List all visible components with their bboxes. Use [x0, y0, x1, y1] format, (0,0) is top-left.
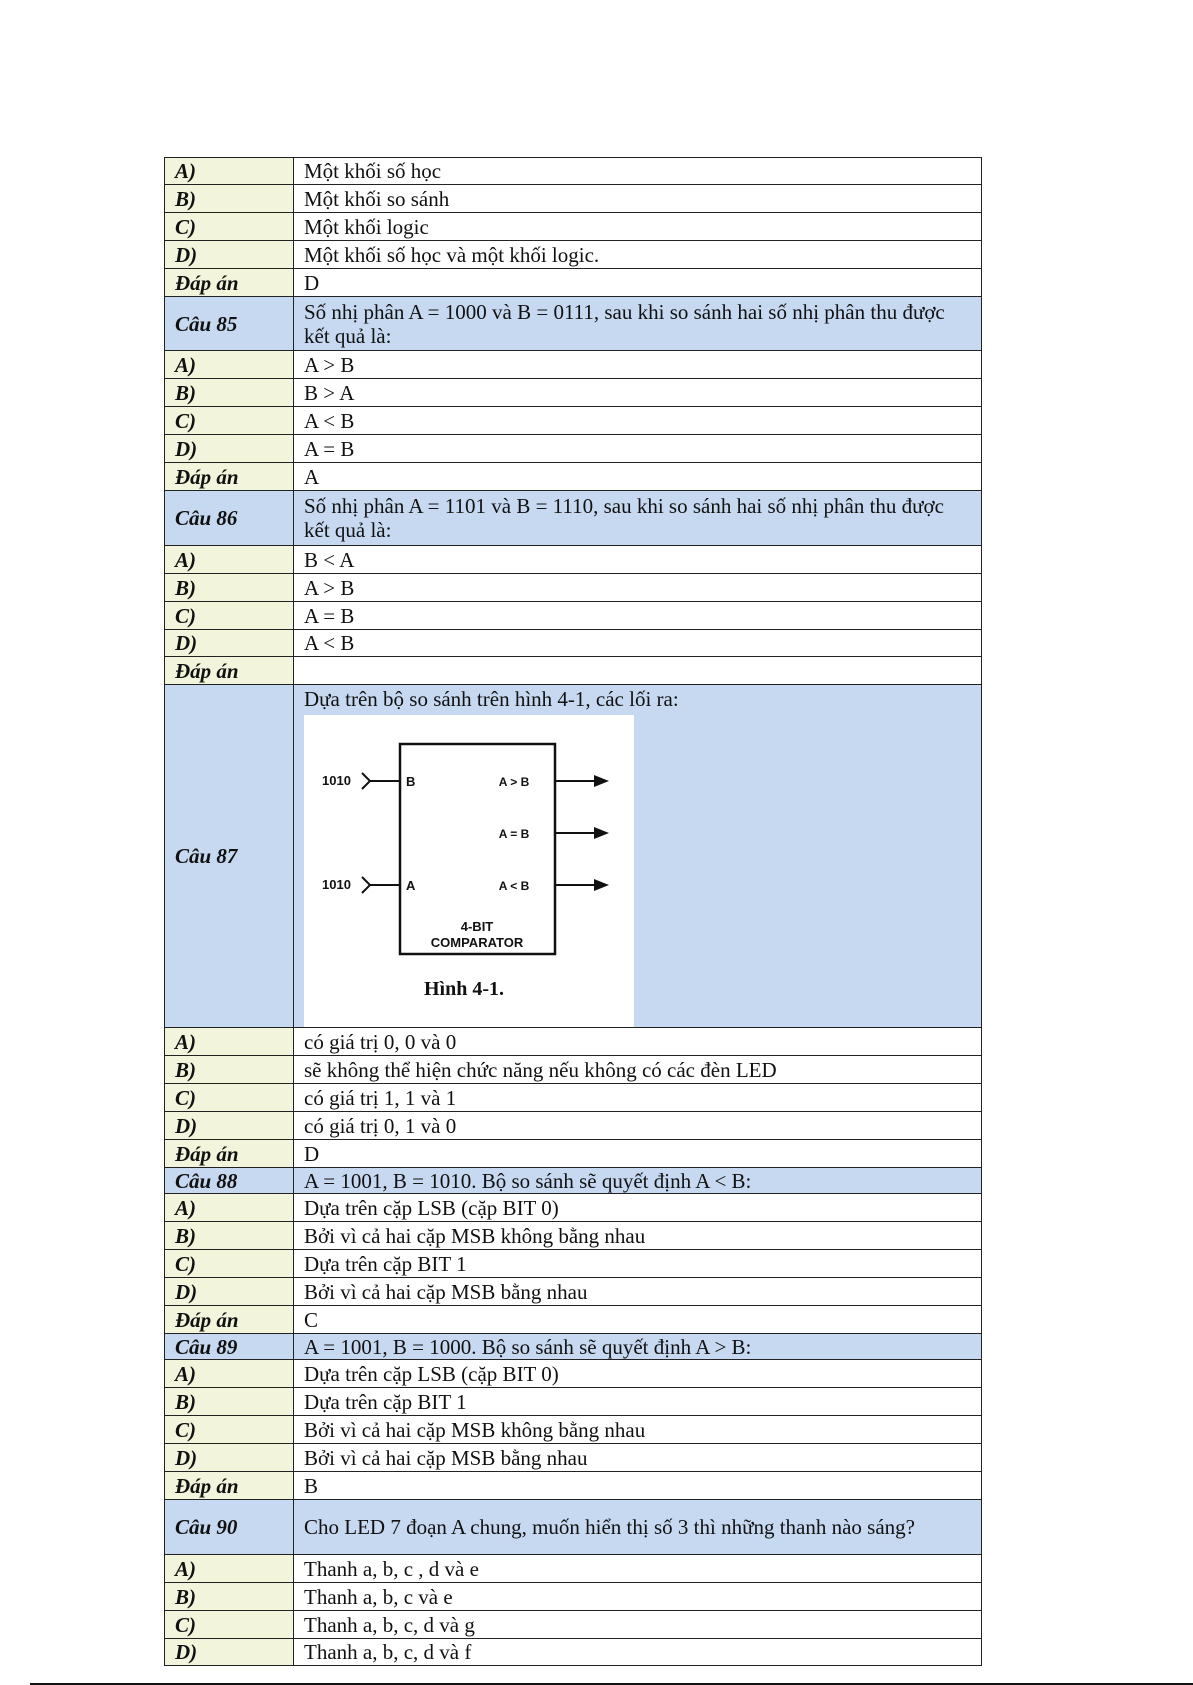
output-lt-arrow: [594, 879, 609, 891]
row-label: Đáp án: [165, 1472, 294, 1500]
box-line1: 4-BIT: [460, 919, 494, 934]
option-row: [165, 1444, 982, 1472]
answer-text: D: [294, 1140, 982, 1168]
option-row: [165, 1194, 982, 1222]
option-text: Bởi vì cả hai cặp MSB không bằng nhau: [294, 1222, 982, 1250]
output-gt-arrow: [594, 775, 609, 787]
option-text: Một khối số học và một khối logic.: [294, 241, 982, 269]
option-text: Dựa trên cặp LSB (cặp BIT 0): [294, 1194, 982, 1222]
question-text: Cho LED 7 đoạn A chung, muốn hiển thị số 3 thì những thanh nào sáng?: [294, 1500, 982, 1555]
question-text: A = 1001, B = 1010. Bộ so sánh sẽ quyết định A < B:: [294, 1168, 982, 1194]
row-label: Đáp án: [165, 269, 294, 297]
option-row: [165, 1028, 982, 1056]
option-row: [165, 351, 982, 379]
option-text: A < B: [294, 630, 982, 657]
answer-text: A: [294, 463, 982, 491]
answer-row: [165, 1140, 982, 1168]
comparator-figure: [304, 715, 634, 1027]
row-label: C): [165, 1250, 294, 1278]
option-row: [165, 185, 982, 213]
answer-row: [165, 269, 982, 297]
row-label: B): [165, 1583, 294, 1611]
option-text: A = B: [294, 602, 982, 630]
answer-row: [165, 1472, 982, 1500]
row-label: D): [165, 1444, 294, 1472]
option-row: [165, 1112, 982, 1140]
row-label: Đáp án: [165, 1140, 294, 1168]
option-row: [165, 1611, 982, 1639]
question-row: [165, 685, 982, 1028]
question-table: [164, 157, 982, 1666]
row-label: B): [165, 574, 294, 602]
option-text: A > B: [294, 574, 982, 602]
option-row: [165, 379, 982, 407]
option-text: Một khối logic: [294, 213, 982, 241]
option-row: [165, 1388, 982, 1416]
option-row: [165, 1583, 982, 1611]
option-row: [165, 1639, 982, 1666]
question-text: Số nhị phân A = 1101 và B = 1110, sau khi so sánh hai số nhị phân thu được kết quả là:: [294, 491, 982, 546]
row-label: A): [165, 1028, 294, 1056]
row-label: A): [165, 1194, 294, 1222]
option-text: có giá trị 1, 1 và 1: [294, 1084, 982, 1112]
pin-b-label: B: [406, 774, 416, 789]
figure-caption: Hình 4-1.: [423, 978, 505, 1000]
option-text: Thanh a, b, c và e: [294, 1583, 982, 1611]
row-label: A): [165, 158, 294, 185]
option-row: [165, 213, 982, 241]
output-gt-label: A > B: [498, 775, 530, 789]
answer-text: [294, 657, 982, 685]
option-row: [165, 1250, 982, 1278]
row-label: Câu 90: [165, 1500, 294, 1555]
question-text: Dựa trên bộ so sánh trên hình 4-1, các lối ra:: [304, 687, 679, 711]
option-text: Thanh a, b, c , d và e: [294, 1555, 982, 1583]
row-label: Đáp án: [165, 657, 294, 685]
option-text: có giá trị 0, 1 và 0: [294, 1112, 982, 1140]
row-label: Đáp án: [165, 1306, 294, 1334]
option-row: [165, 630, 982, 657]
row-label: Câu 88: [165, 1168, 294, 1194]
row-label: A): [165, 1360, 294, 1388]
row-label: B): [165, 1388, 294, 1416]
answer-text: B: [294, 1472, 982, 1500]
option-row: [165, 1222, 982, 1250]
option-row: [165, 1416, 982, 1444]
row-label: Câu 89: [165, 1334, 294, 1360]
question-row: [165, 1168, 982, 1194]
option-row: [165, 602, 982, 630]
row-label: B): [165, 1056, 294, 1084]
row-label: B): [165, 185, 294, 213]
question-row: [165, 297, 982, 351]
row-label: C): [165, 1084, 294, 1112]
option-text: B < A: [294, 546, 982, 574]
question-text: A = 1001, B = 1000. Bộ so sánh sẽ quyết định A > B:: [294, 1334, 982, 1360]
option-row: [165, 158, 982, 185]
question-row: [165, 1500, 982, 1555]
row-label: D): [165, 630, 294, 657]
row-label: C): [165, 602, 294, 630]
box-line2: COMPARATOR: [430, 935, 524, 950]
option-text: Thanh a, b, c, d và g: [294, 1611, 982, 1639]
row-label: C): [165, 213, 294, 241]
option-row: [165, 1360, 982, 1388]
question-text: Số nhị phân A = 1000 và B = 0111, sau khi so sánh hai số nhị phân thu được kết quả là:: [294, 297, 982, 351]
row-label: B): [165, 1222, 294, 1250]
option-text: Dựa trên cặp BIT 1: [294, 1250, 982, 1278]
input-b-value: 1010: [322, 773, 351, 788]
option-text: A < B: [294, 407, 982, 435]
row-label: C): [165, 1416, 294, 1444]
output-lt-label: A < B: [498, 879, 530, 893]
option-row: [165, 241, 982, 269]
option-text: Dựa trên cặp LSB (cặp BIT 0): [294, 1360, 982, 1388]
question-row: [165, 1334, 982, 1360]
option-text: có giá trị 0, 0 và 0: [294, 1028, 982, 1056]
answer-row: [165, 1306, 982, 1334]
option-row: [165, 1056, 982, 1084]
row-label: Câu 87: [165, 685, 294, 1028]
answer-text: D: [294, 269, 982, 297]
row-label: D): [165, 1639, 294, 1666]
option-text: Bởi vì cả hai cặp MSB bằng nhau: [294, 1278, 982, 1306]
option-text: B > A: [294, 379, 982, 407]
option-text: Thanh a, b, c, d và f: [294, 1639, 982, 1666]
row-label: D): [165, 435, 294, 463]
output-eq-arrow: [594, 827, 609, 839]
pin-a-label: A: [406, 878, 416, 893]
row-label: A): [165, 351, 294, 379]
row-label: C): [165, 1611, 294, 1639]
row-label: B): [165, 379, 294, 407]
row-label: C): [165, 407, 294, 435]
answer-text: C: [294, 1306, 982, 1334]
row-label: Câu 86: [165, 491, 294, 546]
row-label: Đáp án: [165, 463, 294, 491]
question-cell: [294, 685, 982, 1028]
question-row: [165, 491, 982, 546]
row-label: D): [165, 1112, 294, 1140]
option-text: Một khối so sánh: [294, 185, 982, 213]
output-eq-label: A = B: [498, 827, 530, 841]
option-row: [165, 1555, 982, 1583]
option-row: [165, 546, 982, 574]
option-text: sẽ không thể hiện chức năng nếu không có các đèn LED: [294, 1056, 982, 1084]
option-text: A = B: [294, 435, 982, 463]
row-label: D): [165, 1278, 294, 1306]
input-a-value: 1010: [322, 877, 351, 892]
option-row: [165, 407, 982, 435]
option-text: Một khối số học: [294, 158, 982, 185]
answer-row: [165, 657, 982, 685]
row-label: D): [165, 241, 294, 269]
option-row: [165, 1084, 982, 1112]
option-text: A > B: [294, 351, 982, 379]
row-label: A): [165, 546, 294, 574]
option-text: Dựa trên cặp BIT 1: [294, 1388, 982, 1416]
option-row: [165, 1278, 982, 1306]
row-label: Câu 85: [165, 297, 294, 351]
option-text: Bởi vì cả hai cặp MSB không bằng nhau: [294, 1416, 982, 1444]
answer-row: [165, 463, 982, 491]
option-row: [165, 435, 982, 463]
row-label: A): [165, 1555, 294, 1583]
option-text: Bởi vì cả hai cặp MSB bằng nhau: [294, 1444, 982, 1472]
option-row: [165, 574, 982, 602]
